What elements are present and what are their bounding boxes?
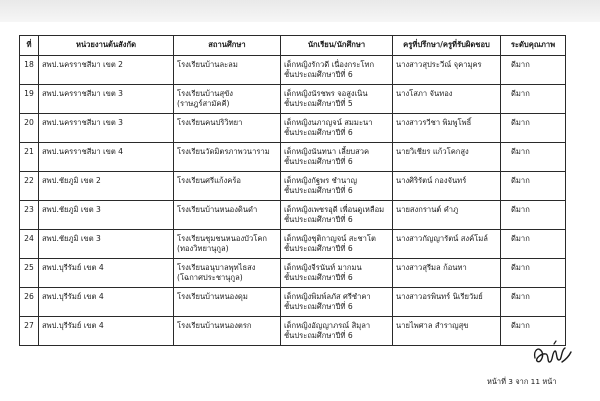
cell-school <box>174 288 281 317</box>
cell-level: ดีมาก <box>501 85 566 114</box>
cell-school <box>174 259 281 288</box>
cell-no: 25 <box>20 259 39 288</box>
cell-no: 21 <box>20 143 39 172</box>
cell-student <box>281 230 393 259</box>
header-agency: หน่วยงานต้นสังกัด <box>39 36 174 56</box>
cell-student-line: เด็กหญิงนัรชพร จอสูงเนิน <box>284 89 368 98</box>
cell-level: ดีมาก <box>501 172 566 201</box>
cell-level: ดีมาก <box>501 288 566 317</box>
cell-student <box>281 172 393 201</box>
cell-student-line: เด็กหญิงอัญญาภรณ์ สิมุลา <box>284 321 371 330</box>
cell-school-line: (ราษฎร์สามัคคี) <box>177 99 230 109</box>
cell-level: ดีมาก <box>501 259 566 288</box>
table-row <box>20 317 566 346</box>
cell-student-line: ชั้นประถมศึกษาปีที่ 6 <box>284 331 353 341</box>
header-school: สถานศึกษา <box>174 36 281 56</box>
cell-student-line: ชั้นประถมศึกษาปีที่ 5 <box>284 99 353 109</box>
header-teacher: ครูที่ปรึกษา/ครูที่รับผิดชอบ <box>393 36 501 56</box>
cell-student-line: เด็กหญิงเพชรอุดี เพื่อนดูเหลือม <box>284 205 385 214</box>
cell-agency: สพป.บุรีรัมย์ เขต 4 <box>39 288 174 317</box>
cell-student-line: เด็กหญิงชุติกาญจน์ สะชาโต <box>284 234 376 243</box>
cell-student <box>281 259 393 288</box>
cell-no: 24 <box>20 230 39 259</box>
cell-student <box>281 317 393 346</box>
cell-student-line: ชั้นประถมศึกษาปีที่ 6 <box>284 157 353 167</box>
cell-teacher: นางสาวรวีชา พิมพูโพธิ์ <box>393 114 501 143</box>
cell-student-line: เด็กหญิงนภาญจน์ สมมะนา <box>284 118 373 127</box>
page-number: หน้าที่ 3 จาก 11 หน้า <box>487 377 557 386</box>
cell-student-line: ชั้นประถมศึกษาปีที่ 6 <box>284 215 353 225</box>
cell-student-line: เด็กหญิงกัฐพร ชำนาญ <box>284 176 357 185</box>
cell-student-line: ชั้นประถมศึกษาปีที่ 6 <box>284 302 353 312</box>
cell-level: ดีมาก <box>501 114 566 143</box>
cell-agency: สพป.บุรีรัมย์ เขต 4 <box>39 317 174 346</box>
cell-agency: สพป.นครราชสีมา เขต 3 <box>39 114 174 143</box>
cell-teacher: นางโสภา จันทอง <box>393 85 501 114</box>
cell-student-line: เด็กหญิงนันทนา เลี้ยบสวค <box>284 147 370 156</box>
cell-student-line: ชั้นประถมศึกษาปีที่ 6 <box>284 244 353 254</box>
cell-student-line: ชั้นประถมศึกษาปีที่ 6 <box>284 70 353 80</box>
results-table <box>19 35 566 346</box>
cell-school-line: โรงเรียนคนปริวิทยา <box>177 118 243 127</box>
cell-agency: สพป.ชัยภูมิ เขต 2 <box>39 172 174 201</box>
cell-school <box>174 172 281 201</box>
cell-level: ดีมาก <box>501 230 566 259</box>
table-row <box>20 172 566 201</box>
cell-school-line: โรงเรียนชุมชนหนองบัวโคก <box>177 234 267 243</box>
cell-school <box>174 143 281 172</box>
cell-no: 22 <box>20 172 39 201</box>
table-row <box>20 201 566 230</box>
cell-school <box>174 230 281 259</box>
cell-teacher: นายไพศาล สำราญสุข <box>393 317 501 346</box>
cell-teacher: นางสาวสุรีมล ก้อนทา <box>393 259 501 288</box>
cell-student <box>281 143 393 172</box>
cell-student <box>281 85 393 114</box>
header-level: ระดับคุณภาพ <box>501 36 566 56</box>
cell-no: 18 <box>20 56 39 85</box>
cell-level: ดีมาก <box>501 56 566 85</box>
cell-school <box>174 317 281 346</box>
cell-no: 27 <box>20 317 39 346</box>
cell-agency: สพป.นครราชสีมา เขต 4 <box>39 143 174 172</box>
cell-teacher: นายวิเชียร แก้วโคกสูง <box>393 143 501 172</box>
cell-student-line: ชั้นประถมศึกษาปีที่ 6 <box>284 273 353 283</box>
cell-student <box>281 288 393 317</box>
signature-mark <box>529 338 575 372</box>
cell-student-line: ชั้นประถมศึกษาปีที่ 6 <box>284 128 353 138</box>
cell-student-line: เด็กหญิงจีรนันท์ มากมน <box>284 263 362 272</box>
table-row <box>20 85 566 114</box>
cell-school <box>174 85 281 114</box>
cell-agency: สพป.นครราชสีมา เขต 2 <box>39 56 174 85</box>
cell-student-line: เด็กหญิงรักวดี เนื่องกระโทก <box>284 60 375 69</box>
table-header-row <box>20 36 566 56</box>
cell-school-line: โรงเรียนบ้านละลม <box>177 60 238 69</box>
header-no: ที่ <box>20 36 39 56</box>
cell-no: 20 <box>20 114 39 143</box>
table-row <box>20 230 566 259</box>
cell-school-line: โรงเรียนบ้านสุขัง <box>177 89 233 98</box>
cell-school <box>174 56 281 85</box>
cell-student-line: ชั้นประถมศึกษาปีที่ 6 <box>284 186 353 196</box>
cell-student <box>281 114 393 143</box>
cell-school-line: โรงเรียนบ้านหนองดินดำ <box>177 205 258 214</box>
cell-no: 26 <box>20 288 39 317</box>
cell-level: ดีมาก <box>501 317 566 346</box>
cell-level: ดีมาก <box>501 143 566 172</box>
table-row <box>20 114 566 143</box>
table-row <box>20 56 566 85</box>
cell-teacher: นางสาวกัญญารัตน์ สงค์โมล์ <box>393 230 501 259</box>
cell-school-line: โรงเรียนบ้านหนองดุม <box>177 292 248 301</box>
cell-school-line: โรงเรียนอนุบาลพุทไธสง <box>177 263 256 272</box>
cell-agency: สพป.บุรีรัมย์ เขต 4 <box>39 259 174 288</box>
cell-school-line: (โฉกาศประชานุกูล) <box>177 273 243 283</box>
cell-school <box>174 201 281 230</box>
table-row <box>20 143 566 172</box>
table-row <box>20 259 566 288</box>
cell-student <box>281 56 393 85</box>
cell-school-line: โรงเรียนบ้านหนองตรก <box>177 321 252 330</box>
cell-level: ดีมาก <box>501 201 566 230</box>
cell-school-line: (ทองวิทยานุกูล) <box>177 244 229 254</box>
header-student: นักเรียน/นักศึกษา <box>281 36 393 56</box>
cell-agency: สพป.ชัยภูมิ เขต 3 <box>39 230 174 259</box>
cell-teacher: นางศิริรัตน์ กองจันทร์ <box>393 172 501 201</box>
cell-no: 23 <box>20 201 39 230</box>
cell-school-line: โรงเรียนศรีแก้งคร้อ <box>177 176 241 185</box>
cell-no: 19 <box>20 85 39 114</box>
cell-agency: สพป.ชัยภูมิ เขต 3 <box>39 201 174 230</box>
table-body <box>20 56 566 346</box>
page-top-edge <box>0 0 600 22</box>
cell-school-line: โรงเรียนวัดมิตรภาพวนาราม <box>177 147 270 156</box>
cell-teacher: นายสงกรานต์ คำภู <box>393 201 501 230</box>
table-row <box>20 288 566 317</box>
cell-teacher: นางสาวอรพินทร์ นิเรียวัมย์ <box>393 288 501 317</box>
cell-student-line: เด็กหญิงพิมพ์ลภัส ศรีชำคา <box>284 292 371 301</box>
cell-student <box>281 201 393 230</box>
cell-teacher: นางสาวสุประวีณ์ จุคามุคร <box>393 56 501 85</box>
cell-school <box>174 114 281 143</box>
cell-agency: สพป.นครราชสีมา เขต 3 <box>39 85 174 114</box>
